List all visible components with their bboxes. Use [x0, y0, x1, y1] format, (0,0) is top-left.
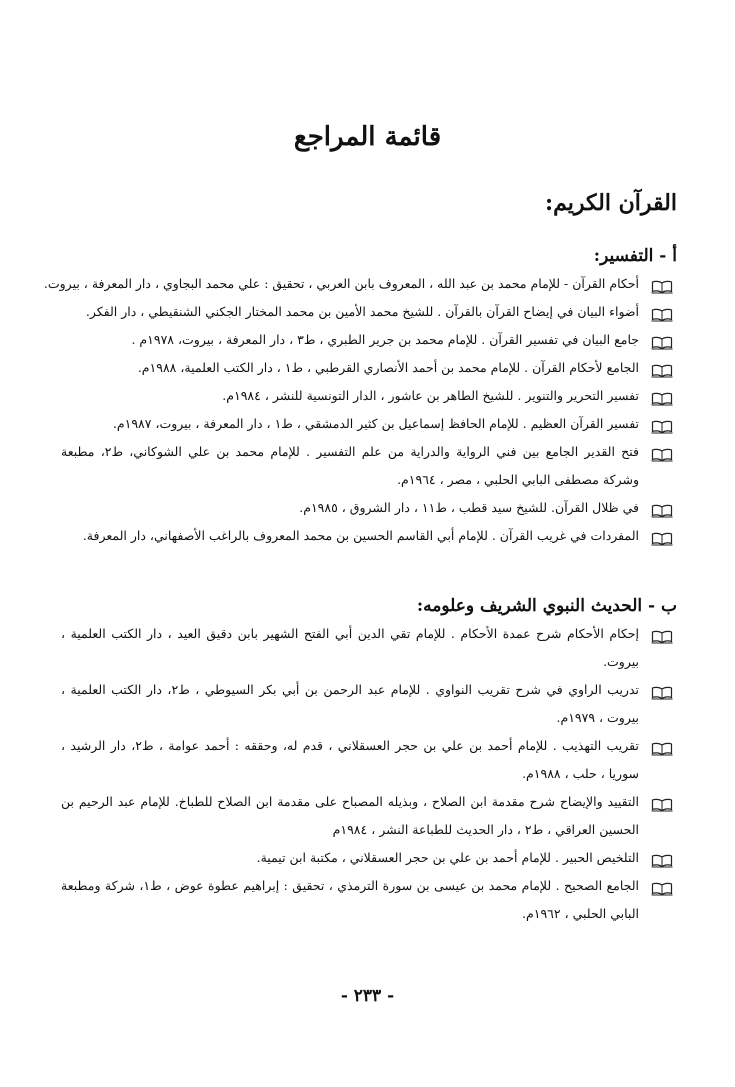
- reference-item: التلخيص الحبير . للإمام أحمد بن علي بن حجر العسقلاني ، مكتبة ابن تيمية.: [61, 844, 673, 872]
- book-icon: [651, 794, 673, 808]
- reference-item: الجامع لأحكام القرآن . للإمام محمد بن أحمد الأنصاري القرطبي ، ط١ ، دار الكتب العلمية، ١٩٨٨م.: [61, 354, 673, 382]
- reference-item: التقييد والإيضاح شرح مقدمة ابن الصلاح ، وبذيله المصباح على مقدمة ابن الصلاح للطباخ. للإمام عبد الرحيم بن الحسين العراقي ، ط٢ ، دار الحديث للطباعة النشر ، ١٩٨٤م: [61, 788, 673, 844]
- reference-item: تفسير القرآن العظيم . للإمام الحافظ إسماعيل بن كثير الدمشقي ، ط١ ، دار المعرفة ، بيروت، ١٩٨٧م.: [61, 410, 673, 438]
- reference-item: جامع البيان في تفسير القرآن . للإمام محمد بن جرير الطبري ، ط٣ ، دار المعرفة ، بيروت، ١٩٧٨م .: [61, 326, 673, 354]
- section-heading-tafsir: أ - التفسير:: [593, 246, 677, 266]
- book-icon: [651, 360, 673, 374]
- page-title: قائمة المراجع: [293, 122, 442, 152]
- book-icon: [651, 850, 673, 864]
- book-icon: [651, 444, 673, 458]
- tafsir-reference-list: [43, 270, 673, 550]
- reference-item: تدريب الراوي في شرح تقريب النواوي . للإمام عبد الرحمن بن أبي بكر السيوطي ، ط٢، دار الكتب العلمية ، بيروت ، ١٩٧٩م.: [61, 676, 673, 732]
- book-icon: [651, 416, 673, 430]
- reference-item: في ظلال القرآن. للشيخ سيد قطب ، ط١١ ، دار الشروق ، ١٩٨٥م.: [61, 494, 673, 522]
- reference-item: المفردات في غريب القرآن . للإمام أبي القاسم الحسين بن محمد المعروف بالراغب الأصفهاني، دار المعرفة.: [61, 522, 673, 550]
- book-icon: [651, 682, 673, 696]
- section-heading-hadith: ب - الحديث النبوي الشريف وعلومه:: [416, 596, 677, 616]
- reference-item: أضواء البيان في إيضاح القرآن بالقرآن . للشيخ محمد الأمين بن محمد المختار الجكني الشنقيطي ، دار الفكر.: [61, 298, 673, 326]
- page-number: - ٢٣٣ -: [340, 986, 395, 1006]
- book-icon: [651, 528, 673, 542]
- book-icon: [651, 500, 673, 514]
- book-icon: [651, 738, 673, 752]
- reference-item: فتح القدير الجامع بين فني الرواية والدراية من علم التفسير . للإمام محمد بن علي الشوكاني، ط٢، مطبعة وشركة مصطفى البابي الحلبي ، مصر ، ١٩٦٤م.: [61, 438, 673, 494]
- book-icon: [651, 276, 673, 290]
- reference-item: الجامع الصحيح . للإمام محمد بن عيسى بن سورة الترمذي ، تحقيق : إبراهيم عطوة عوض ، ط١، شركة ومطبعة البابي الحلبي ، ١٩٦٢م.: [61, 872, 673, 928]
- book-icon: [651, 878, 673, 892]
- book-icon: [651, 304, 673, 318]
- reference-item: أحكام القرآن - للإمام محمد بن عبد الله ، المعروف بابن العربي ، تحقيق : علي محمد البجاوي ، دار المعرفة ، بيروت.: [61, 270, 673, 298]
- book-icon: [651, 626, 673, 640]
- reference-item: تفسير التحرير والتنوير . للشيخ الطاهر بن عاشور ، الدار التونسية للنشر ، ١٩٨٤م.: [61, 382, 673, 410]
- reference-item: إحكام الأحكام شرح عمدة الأحكام . للإمام تقي الدين أبي الفتح الشهير بابن دقيق العيد ، دار الكتب العلمية ، بيروت.: [61, 620, 673, 676]
- book-icon: [651, 332, 673, 346]
- book-icon: [651, 388, 673, 402]
- hadith-reference-list: [61, 620, 673, 928]
- reference-item: تقريب التهذيب . للإمام أحمد بن علي بن حجر العسقلاني ، قدم له، وحققه : أحمد عوامة ، ط٢، دار الرشيد ، سوريا ، حلب ، ١٩٨٨م.: [61, 732, 673, 788]
- quran-heading: القرآن الكريم:: [545, 190, 677, 216]
